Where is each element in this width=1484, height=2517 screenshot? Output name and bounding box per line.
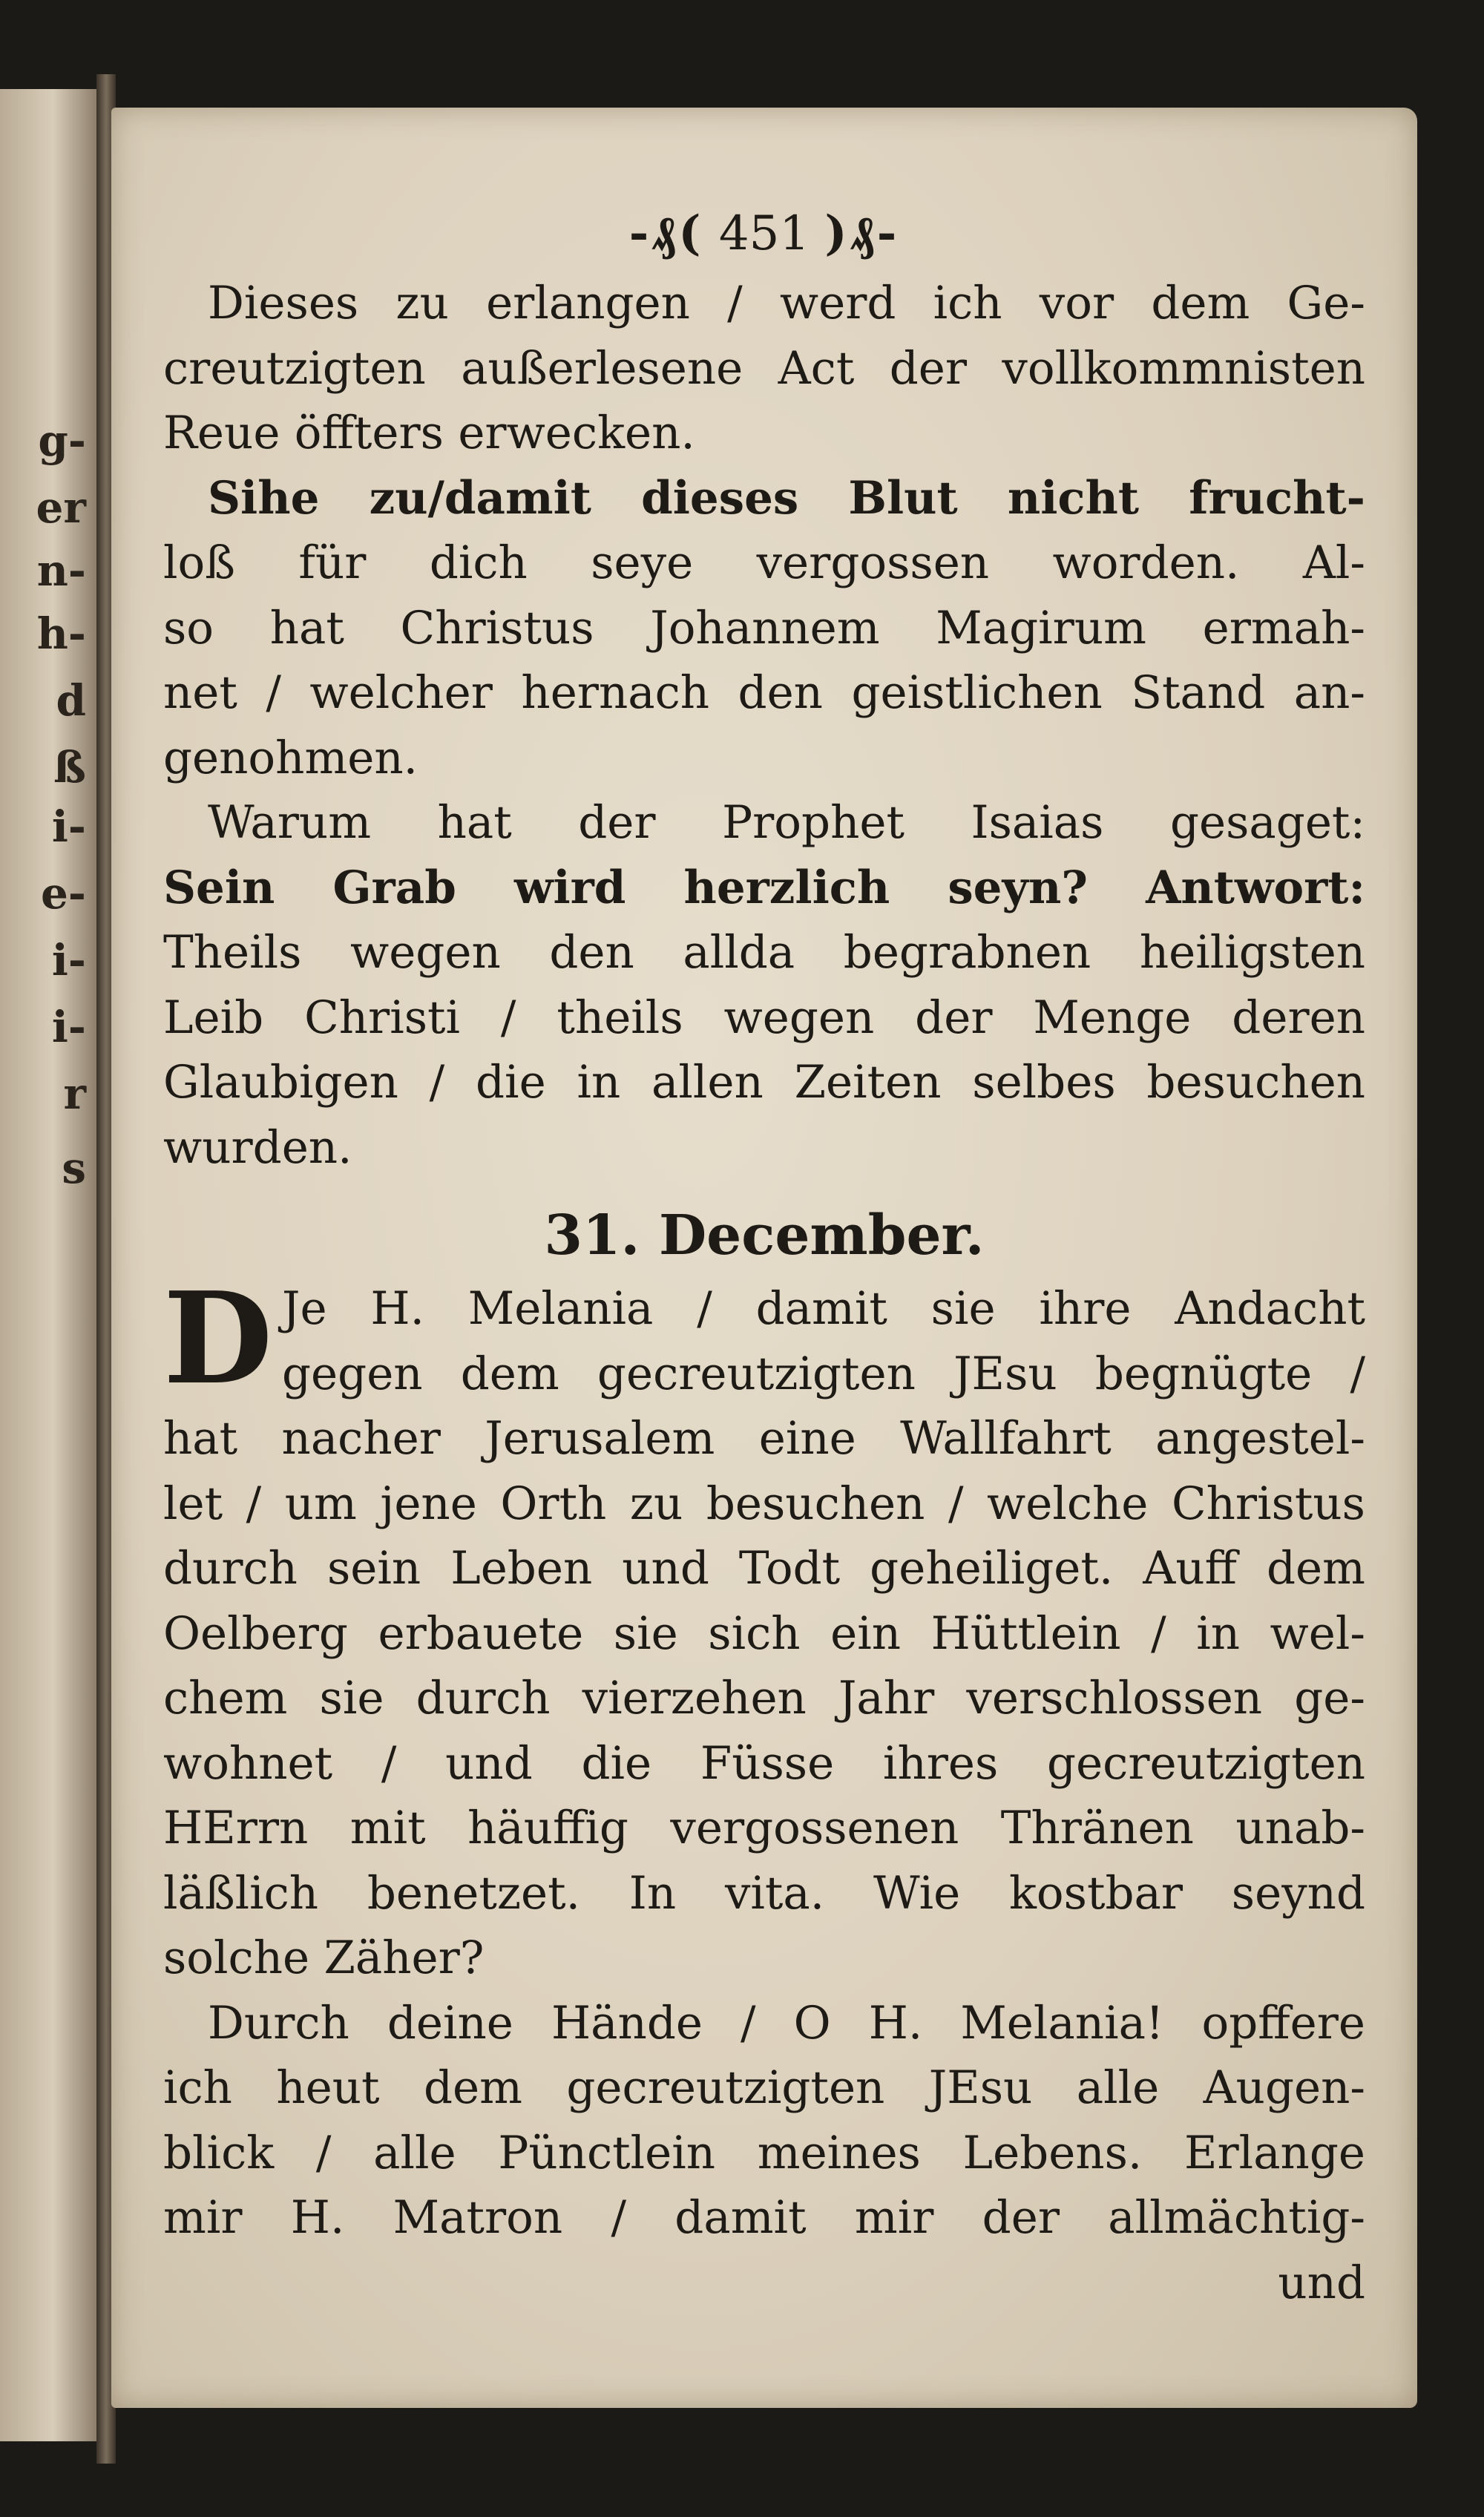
drop-cap: D: [163, 1264, 273, 1413]
text-line: solche Zäher?: [163, 1932, 485, 1984]
text-line: mir H. Matron / damit mir der allmächtig-: [163, 2191, 1365, 2244]
page-text-column: [163, 197, 1365, 2315]
text-line: Theils wegen den allda begrabnen heiligsten: [163, 926, 1365, 979]
text-line: Reue öffters erwecken.: [163, 407, 695, 459]
left-page-fragment: h-: [36, 608, 86, 659]
text-line: Oelberg erbauete sie sich ein Hüttlein / in wel-: [163, 1607, 1365, 1660]
text-line: blick / alle Pünctlein meines Lebens. Erlange: [163, 2126, 1365, 2179]
paragraph-5: [163, 1991, 1365, 2251]
paragraph-3: [163, 790, 1365, 1180]
text-line: genohmen.: [163, 731, 418, 784]
page-number: 451: [718, 206, 810, 261]
text-line: loß für dich seye vergossen worden. Al-: [163, 536, 1365, 589]
text-line: wohnet / und die Füsse ihres gecreutzigten: [163, 1736, 1365, 1790]
text-line: Warum hat der Prophet Isaias gesaget:: [208, 796, 1365, 849]
text-line: so hat Christus Johannem Magirum ermah-: [163, 601, 1365, 654]
text-line: wurden.: [163, 1120, 352, 1174]
text-line: läßlich benetzet. In vita. Wie kostbar seynd: [163, 1866, 1365, 1920]
text-line: ich heut dem gecreutzigten JEsu alle Augen-: [163, 2061, 1365, 2114]
left-page-fragment: i-: [51, 935, 86, 985]
text-line: durch sein Leben und Todt geheiliget. Auff dem: [163, 1542, 1365, 1595]
text-line: HErrn mit häuffig vergossenen Thränen unab-: [163, 1802, 1365, 1854]
section-title: 31. December.: [544, 1204, 985, 1267]
header-ornament-left: -₰(: [628, 206, 704, 261]
paragraph-1: [163, 271, 1365, 466]
left-page-fragment: e-: [41, 868, 86, 919]
left-page-fragment: d: [56, 675, 86, 726]
left-page-fragment: i-: [51, 801, 86, 852]
page-header: [163, 197, 1365, 271]
text-line: net / welcher hernach den geistlichen Stand an-: [163, 666, 1365, 719]
left-page-fragment: ß: [53, 742, 86, 792]
text-line: let / um jene Orth zu besuchen / welche Christus: [163, 1477, 1365, 1530]
text-line: Leib Christi / theils wegen der Menge deren: [163, 991, 1365, 1044]
left-page-fragment: g-: [38, 416, 86, 466]
text-line: Dieses zu erlangen / werd ich vor dem Ge-: [208, 277, 1365, 329]
text-line: Durch deine Hände / O H. Melania! opffere: [208, 1996, 1365, 2050]
text-line: Glaubigen / die in allen Zeiten selbes besuchen: [163, 1056, 1365, 1109]
catchword: und: [1278, 2256, 1365, 2309]
left-page-fragment: n-: [36, 545, 86, 596]
text-line: hat nacher Jerusalem eine Wallfahrt angestel-: [163, 1412, 1365, 1465]
text-line: chem sie durch vierzehen Jahr verschlossen ge-: [163, 1672, 1365, 1725]
text-line: creutzigten außerlesene Act der vollkommnisten: [163, 341, 1365, 395]
text-line: Sein Grab wird herzlich seyn? Antwort:: [163, 861, 1365, 914]
text-line: Je H. Melania / damit sie ihre Andacht: [282, 1282, 1365, 1335]
left-page-fragment: i-: [51, 1002, 86, 1052]
left-page-fragment: r: [63, 1069, 86, 1119]
text-line: Sihe zu/damit dieses Blut nicht frucht-: [208, 471, 1365, 525]
header-ornament-right: )₰-: [824, 206, 900, 261]
left-page-fragment: er: [36, 482, 86, 533]
book-page: [111, 108, 1417, 2408]
left-facing-page-edge: [0, 89, 101, 2441]
text-line: gegen dem gecreutzigten JEsu begnügte /: [282, 1347, 1365, 1400]
left-page-fragment: s: [62, 1143, 86, 1193]
paragraph-4: [163, 1264, 1365, 1991]
paragraph-2: [163, 466, 1365, 791]
